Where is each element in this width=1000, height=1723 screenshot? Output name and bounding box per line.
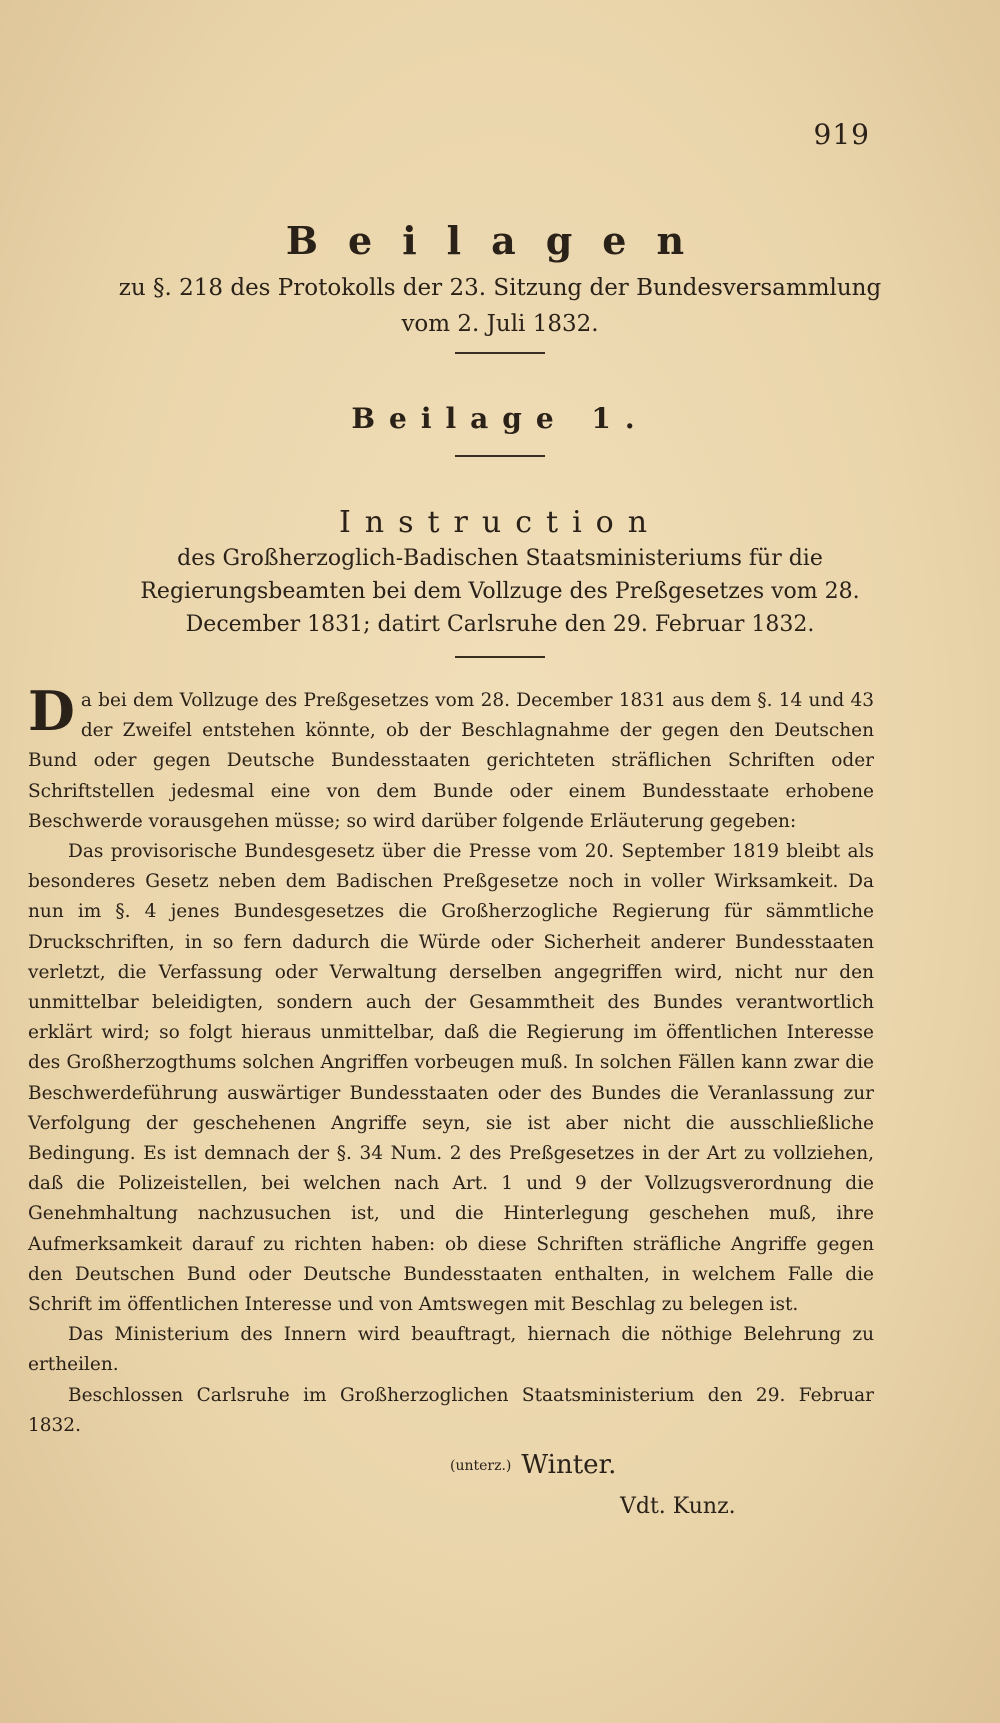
- divider-rule: [455, 656, 545, 658]
- countersignature: Vdt. Kunz.: [620, 1494, 736, 1519]
- divider-rule: [455, 352, 545, 354]
- paragraph: Das provisorische Bundesgesetz über die Presse vom 20. September 1819 bleibt als besonderes Gesetz neben dem Badischen Preßgesetze noch in voller Wirksamkeit. Da nun im §. 4 jenes Bundesgesetzes die Großherzogliche Regierung für sämmtliche Druckschriften, in so fern dadurch die Würde oder Sicherheit anderer Bundesstaaten verletzt, die Verfassung oder Verwaltung derselben angegriffen wird, nicht nur den unmittelbar beleidigten, sondern auch der Gesammtheit des Bundes verantwortlich erklärt wird; so folgt hieraus unmittelbar, daß die Regierung im öffentlichen Interesse des Großherzogthums solchen Angriffen vorbeugen muß. In solchen Fällen kann zwar die Beschwerdeführung auswärtiger Bundesstaaten oder des Bundes die Veranlassung zur Verfolgung der geschehenen Angriffe seyn, sie ist aber nicht die ausschließliche Bedingung. Es ist demnach der §. 34 Num. 2 des Preßgesetzes in der Art zu vollziehen, daß die Polizeistellen, bei welchen nach Art. 1 und 9 der Vollzugsverordnung die Genehmhaltung nachzusuchen ist, und die Hinterlegung geschehen muß, ihre Aufmerksamkeit darauf zu richten haben: ob diese Schriften sträfliche Angriffe gegen den Deutschen Bund oder Deutsche Bundesstaaten enthalten, in welchem Falle die Schrift im öffentlichen Interesse und von Amtswegen mit Beschlag zu belegen ist.: [28, 841, 874, 1316]
- paragraph: Das Ministerium des Innern wird beauftragt, hiernach die nöthige Belehrung zu ertheilen.: [28, 1324, 874, 1376]
- signature: [450, 1450, 616, 1480]
- paragraph: Beschlossen Carlsruhe im Großherzoglichen Staatsministerium den 29. Februar 1832.: [28, 1384, 874, 1436]
- paragraph: [28, 679, 874, 837]
- body-text: [28, 679, 874, 1441]
- drop-cap: D: [28, 679, 75, 743]
- page-number: 919: [813, 118, 870, 151]
- signature-name: Winter.: [521, 1450, 617, 1480]
- instruction-title: Instruction: [338, 505, 662, 540]
- section-subtitle: [0, 270, 1000, 342]
- divider-rule: [455, 455, 545, 457]
- subtitle-line-1: zu §. 218 des Protokolls der 23. Sitzung der Bundesversammlung: [118, 275, 882, 301]
- subtitle-line-2: vom 2. Juli 1832.: [401, 311, 599, 337]
- instruction-subtitle: des Großherzoglich-Badischen Staatsministeriums für die Regierungsbeamten bei dem Vollzuge des Preßgesetzes vom 28. December 1831; datirt Carlsruhe den 29. Februar 1832.: [140, 546, 860, 637]
- paragraph-text: a bei dem Vollzuge des Preßgesetzes vom 28. December 1831 aus dem §. 14 und 43 der Zweifel entstehen könnte, ob der Beschlagnahme der gegen den Deutschen Bund oder gegen Deutsche Bundesstaaten gerichteten sträflichen Schriften oder Schriftstellen jedesmal eine von dem Bunde oder einem Bundesstaate erhobene Beschwerde vorausgehen müsse; so wird darüber folgende Erläuterung gegeben:: [28, 690, 874, 832]
- signature-prefix: (unterz.): [450, 1458, 512, 1474]
- appendix-heading: Beilage 1.: [351, 402, 649, 435]
- section-title: Beilagen: [285, 218, 715, 263]
